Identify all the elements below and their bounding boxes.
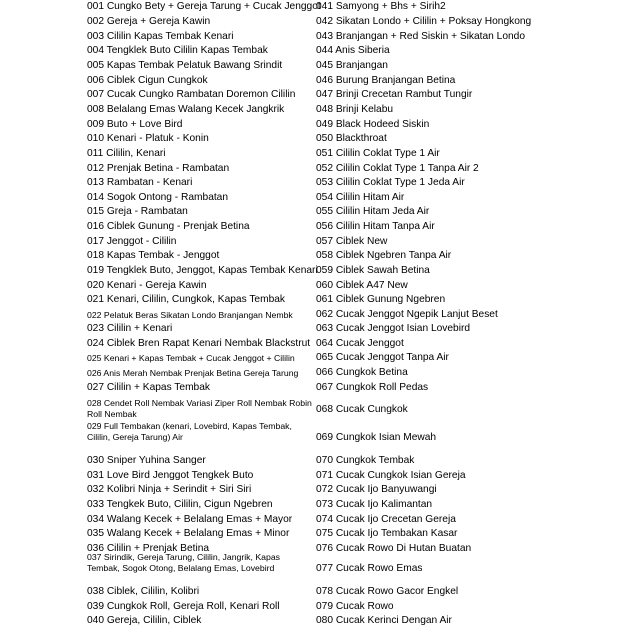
track-item: 031 Love Bird Jenggot Tengkek Buto xyxy=(87,470,254,481)
track-item: 026 Anis Merah Nembak Prenjak Betina Gereja Tarung xyxy=(87,368,299,378)
track-item: 034 Walang Kecek + Belalang Emas + Mayor xyxy=(87,514,293,525)
track-item: 054 Cililin Hitam Air xyxy=(316,192,405,203)
track-item: 057 Ciblek New xyxy=(316,236,388,247)
track-item: 041 Samyong + Bhs + Sirih2 xyxy=(316,1,446,12)
track-item: 017 Jenggot - Cililin xyxy=(87,236,177,247)
track-item: 037 Sirindik, Gereja Tarung, Cililin, Jangrik, Kapas Tembak, Sogok Otong, Belalang Emas, Lovebird xyxy=(87,552,280,573)
track-item: 067 Cungkok Roll Pedas xyxy=(316,382,429,393)
track-item: 064 Cucak Jenggot xyxy=(316,338,404,349)
track-item: 015 Greja - Rambatan xyxy=(87,206,188,217)
track-item: 077 Cucak Rowo Emas xyxy=(316,563,423,574)
track-item: 033 Tengkek Buto, Cililin, Cigun Ngebren xyxy=(87,499,273,510)
track-item: 063 Cucak Jenggot Isian Lovebird xyxy=(316,323,471,334)
track-item: 035 Walang Kecek + Belalang Emas + Minor xyxy=(87,528,290,539)
track-item: 049 Black Hodeed Siskin xyxy=(316,119,430,130)
track-item: 068 Cucak Cungkok xyxy=(316,404,408,415)
track-item: 018 Kapas Tembak - Jenggot xyxy=(87,250,220,261)
track-item: 076 Cucak Rowo Di Hutan Buatan xyxy=(316,543,472,554)
track-item: 030 Sniper Yuhina Sanger xyxy=(87,455,206,466)
track-item: 028 Cendet Roll Nembak Variasi Ziper Roll Nembak Robin Roll Nembak xyxy=(87,398,312,419)
track-item: 055 Cililin Hitam Jeda Air xyxy=(316,206,430,217)
track-item: 011 Cililin, Kenari xyxy=(87,148,166,159)
track-item: 001 Cungko Bety + Gereja Tarung + Cucak Jenggot xyxy=(87,1,321,12)
track-item: 012 Prenjak Betina - Rambatan xyxy=(87,163,230,174)
track-item: 044 Anis Siberia xyxy=(316,45,390,56)
track-item: 046 Burung Branjangan Betina xyxy=(316,75,456,86)
track-item: 007 Cucak Cungko Rambatan Doremon Cililin xyxy=(87,89,296,100)
track-item: 009 Buto + Love Bird xyxy=(87,119,183,130)
track-item: 050 Blackthroat xyxy=(316,133,387,144)
track-item: 014 Sogok Ontong - Rambatan xyxy=(87,192,229,203)
track-item: 004 Tengklek Buto Cililin Kapas Tembak xyxy=(87,45,268,56)
track-item: 060 Ciblek A47 New xyxy=(316,280,408,291)
track-item: 029 Full Tembakan (kenari, Lovebird, Kapas Tembak, Cililin, Gereja Tarung) Air xyxy=(87,421,292,442)
track-item: 069 Cungkok Isian Mewah xyxy=(316,432,437,443)
track-item: 072 Cucak Ijo Banyuwangi xyxy=(316,484,437,495)
track-item: 039 Cungkok Roll, Gereja Roll, Kenari Roll xyxy=(87,601,280,612)
track-item: 070 Cungkok Tembak xyxy=(316,455,415,466)
track-item: 024 Ciblek Bren Rapat Kenari Nembak Blackstrut xyxy=(87,338,311,349)
track-item: 021 Kenari, Cililin, Cungkok, Kapas Tembak xyxy=(87,294,286,305)
track-item: 002 Gereja + Gereja Kawin xyxy=(87,16,211,27)
track-item: 032 Kolibri Ninja + Serindit + Siri Siri xyxy=(87,484,252,495)
track-item: 042 Sikatan Londo + Cililin + Poksay Hongkong xyxy=(316,16,532,27)
track-item: 022 Pelatuk Beras Sikatan Londo Branjangan Nembk xyxy=(87,310,293,320)
track-item: 075 Cucak Ijo Tembakan Kasar xyxy=(316,528,458,539)
track-item: 078 Cucak Rowo Gacor Engkel xyxy=(316,586,459,597)
track-item: 003 Cililin Kapas Tembak Kenari xyxy=(87,31,234,42)
track-item: 010 Kenari - Platuk - Konin xyxy=(87,133,209,144)
track-item: 062 Cucak Jenggot Ngepik Lanjut Beset xyxy=(316,309,498,320)
track-item: 074 Cucak Ijo Crecetan Gereja xyxy=(316,514,456,525)
track-item: 023 Cililin + Kenari xyxy=(87,323,173,334)
track-item: 053 Cililin Coklat Type 1 Jeda Air xyxy=(316,177,465,188)
track-item: 045 Branjangan xyxy=(316,60,388,71)
track-item: 006 Ciblek Cigun Cungkok xyxy=(87,75,208,86)
track-item: 048 Brinji Kelabu xyxy=(316,104,394,115)
track-item: 036 Cililin + Prenjak Betina xyxy=(87,543,210,554)
track-item: 040 Gereja, Cililin, Ciblek xyxy=(87,615,202,626)
track-item: 025 Kenari + Kapas Tembak + Cucak Jenggot + Cililin xyxy=(87,353,295,363)
track-item: 061 Ciblek Gunung Ngebren xyxy=(316,294,446,305)
track-item: 047 Brinji Crecetan Rambut Tungir xyxy=(316,89,473,100)
track-item: 079 Cucak Rowo xyxy=(316,601,394,612)
track-item: 065 Cucak Jenggot Tanpa Air xyxy=(316,352,449,363)
track-item: 027 Cililin + Kapas Tembak xyxy=(87,382,210,393)
track-item: 052 Cililin Coklat Type 1 Tanpa Air 2 xyxy=(316,163,479,174)
track-item: 020 Kenari - Gereja Kawin xyxy=(87,280,207,291)
track-item: 073 Cucak Ijo Kalimantan xyxy=(316,499,433,510)
track-item: 008 Belalang Emas Walang Kecek Jangkrik xyxy=(87,104,285,115)
track-item: 005 Kapas Tembak Pelatuk Bawang Srindit xyxy=(87,60,283,71)
track-item: 066 Cungkok Betina xyxy=(316,367,408,378)
track-item: 059 Ciblek Sawah Betina xyxy=(316,265,430,276)
track-item: 058 Ciblek Ngebren Tanpa Air xyxy=(316,250,452,261)
track-item: 071 Cucak Cungkok Isian Gereja xyxy=(316,470,466,481)
track-item: 013 Rambatan - Kenari xyxy=(87,177,193,188)
track-item: 016 Ciblek Gunung - Prenjak Betina xyxy=(87,221,250,232)
track-item: 051 Cililin Coklat Type 1 Air xyxy=(316,148,440,159)
track-item: 038 Ciblek, Cililin, Kolibri xyxy=(87,586,200,597)
track-item: 080 Cucak Kerinci Dengan Air xyxy=(316,615,452,626)
track-item: 056 Cililin Hitam Tanpa Air xyxy=(316,221,435,232)
track-item: 043 Branjangan + Red Siskin + Sikatan Londo xyxy=(316,31,525,42)
track-item: 019 Tengklek Buto, Jenggot, Kapas Tembak Kenari xyxy=(87,265,318,276)
